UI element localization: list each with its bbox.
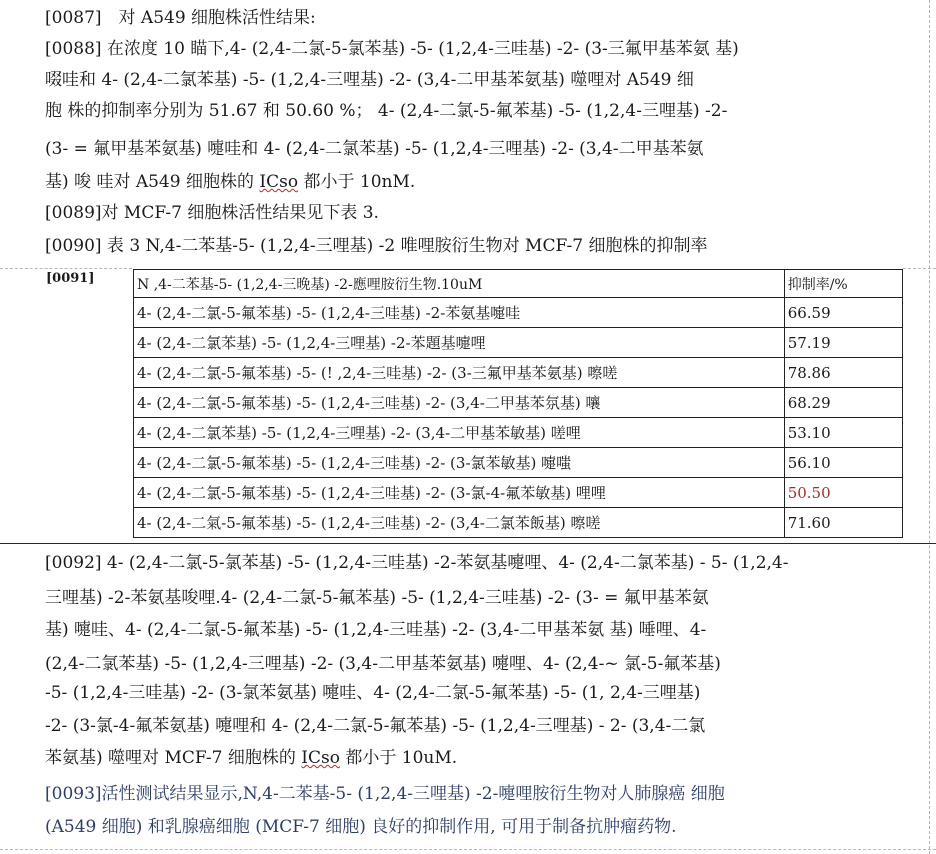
inhibition-rate: 66.59 bbox=[784, 298, 902, 328]
para-0092-line6: -2- (3-氯-4-氟苯氨基) 嚏哩和 4- (2,4-二氯-5-氟苯基) -5- (1,2,4-三哩基) - 2- (3,4-二氯 bbox=[45, 716, 706, 736]
para-0088-line5-text: 基) 唆 哇对 A549 细胞株的 bbox=[45, 172, 254, 192]
inhibition-rate: 56.10 bbox=[784, 448, 902, 478]
table-row bbox=[134, 298, 903, 328]
compound-name: 4- (2,4-二氯-5-氟苯基) -5- (1,2,4-三哇基) -2- (3-氯苯敏基) 嚏嗤 bbox=[134, 448, 785, 478]
table-row bbox=[134, 328, 903, 358]
inhibition-rate: 78.86 bbox=[784, 358, 902, 388]
table-header-rate: 抑制率/% bbox=[784, 270, 902, 298]
para-0092-line3: 基) 嚏哇、4- (2,4-二氯-5-氟苯基) -5- (1,2,4-三哇基) -2- (3,4-二甲基苯氨 基) 唾哩、4- bbox=[45, 620, 707, 640]
para-0088-line1: [0088] 在浓度 10 瞄下,4- (2,4-二氯-5-氯苯基) -5- (1,2,4-三哇基) -2- (3-三氟甲基苯氨 基) bbox=[45, 39, 739, 59]
section-divider-right bbox=[903, 268, 936, 269]
para-0088-line5-suffix: 都小于 10nM. bbox=[298, 172, 416, 192]
compound-name: 4- (2,4-二氯-5-氟苯基) -5- (! ,2,4-三哇基) -2- (3-三氟甲基苯氨基) 嚓嗟 bbox=[134, 358, 785, 388]
section-divider-left bbox=[0, 268, 132, 269]
section-divider-bottom bbox=[0, 543, 936, 544]
para-0091-tag: [0091] bbox=[46, 271, 95, 286]
para-0088-line2: 啜哇和 4- (2,4-二氯苯基) -5- (1,2,4-三哩基) -2- (3,4-二甲基苯氨基) 噬哩对 A549 细 bbox=[45, 70, 694, 90]
inhibition-table bbox=[133, 269, 903, 538]
compound-name: 4- (2,4-二氯苯基) -5- (1,2,4-三哩基) -2- (3,4-二甲基苯敏基) 嗟哩 bbox=[134, 418, 785, 448]
para-0093-line1: [0093]活性测试结果显示,N,4-二苯基-5- (1,2,4-三哩基) -2-嚏哩胺衍生物对人肺腺癌 细胞 bbox=[45, 784, 725, 804]
compound-name: 4- (2,4-二氯-5-氟苯基) -5- (1,2,4-三哇基) -2- (3,4-二甲基苯氛基) 嚷 bbox=[134, 388, 785, 418]
para-0088-line5 bbox=[45, 168, 905, 196]
para-0092-line5: -5- (1,2,4-三哇基) -2- (3-氯苯氨基) 嚏哇、4- (2,4-二氯-5-氟苯基) -5- (1, 2,4-三哩基) bbox=[45, 683, 701, 703]
table-row bbox=[134, 508, 903, 538]
para-0088-line4: (3- = 氟甲基苯氨基) 嚏哇和 4- (2,4-二氯苯基) -5- (1,2,4-三哩基) -2- (3,4-二甲基苯氨 bbox=[45, 139, 704, 159]
para-0092-line1: [0092] 4- (2,4-二氯-5-氯苯基) -5- (1,2,4-三哇基) -2-苯氨基嚏哩、4- (2,4-二氯苯基) - 5- (1,2,4- bbox=[45, 553, 789, 573]
table-row bbox=[134, 358, 903, 388]
inhibition-rate: 57.19 bbox=[784, 328, 902, 358]
para-0089: [0089]对 MCF-7 细胞株活性结果见下表 3. bbox=[45, 203, 379, 223]
ic50-term: ICso bbox=[259, 172, 299, 192]
para-0093-line2: (A549 细胞) 和乳腺癌细胞 (MCF-7 细胞) 良好的抑制作用, 可用于制备抗肿瘤药物. bbox=[45, 817, 677, 837]
table-row bbox=[134, 448, 903, 478]
table-header-row bbox=[134, 270, 903, 298]
para-0092-line2: 三哩基) -2-苯氨基唆哩.4- (2,4-二氯-5-氟苯基) -5- (1,2,4-三哇基) -2- (3- = 氟甲基苯氨 bbox=[45, 588, 709, 608]
compound-name: 4- (2,4-二氯-5-氟苯基) -5- (1,2,4-三哇基) -2- (3-氯-4-氟苯敏基) 哩哩 bbox=[134, 478, 785, 508]
inhibition-rate: 53.10 bbox=[784, 418, 902, 448]
right-margin-guide bbox=[929, 0, 930, 854]
para-0092-line7-suffix: 都小于 10uM. bbox=[339, 748, 458, 768]
page-bottom-divider bbox=[0, 849, 936, 850]
para-0087: [0087] 对 A549 细胞株活性结果: bbox=[45, 8, 316, 28]
para-0090-table-caption: [0090] 表 3 N,4-二苯基-5- (1,2,4-三哩基) -2 唯哩胺衍生物对 MCF-7 细胞株的抑制率 bbox=[45, 236, 708, 256]
para-0092-line7-text: 苯氨基) 噬哩对 MCF-7 细胞株的 bbox=[45, 748, 296, 768]
inhibition-rate: 71.60 bbox=[784, 508, 902, 538]
table-row bbox=[134, 478, 903, 508]
compound-name: 4- (2,4-二氯苯基) -5- (1,2,4-三哩基) -2-苯題基嚏哩 bbox=[134, 328, 785, 358]
table-row bbox=[134, 418, 903, 448]
para-0092-line4: (2,4-二氯苯基) -5- (1,2,4-三哩基) -2- (3,4-二甲基苯氨基) 嚏哩、4- (2,4-~ 氯-5-氟苯基) bbox=[45, 654, 721, 674]
table-row bbox=[134, 388, 903, 418]
table-header-compound: N ,4-二苯基-5- (1,2,4-三晚基) -2-應哩胺衍生物.10uM bbox=[134, 270, 785, 298]
para-0088-line3: 胞 株的抑制率分别为 51.67 和 50.60 %； 4- (2,4-二氯-5-氟苯基) -5- (1,2,4-三哩基) -2- bbox=[45, 101, 728, 121]
para-0092-line7 bbox=[45, 744, 905, 772]
ic50-term: ICso bbox=[301, 748, 340, 768]
inhibition-rate: 50.50 bbox=[784, 478, 902, 508]
compound-name: 4- (2,4-二氣-5-氟苯基) -5- (1,2,4-三哇基) -2- (3,4-二氯苯飯基) 嚓嗟 bbox=[134, 508, 785, 538]
inhibition-rate: 68.29 bbox=[784, 388, 902, 418]
compound-name: 4- (2,4-二氯-5-氟苯基) -5- (1,2,4-三哇基) -2-苯氨基嚏哇 bbox=[134, 298, 785, 328]
